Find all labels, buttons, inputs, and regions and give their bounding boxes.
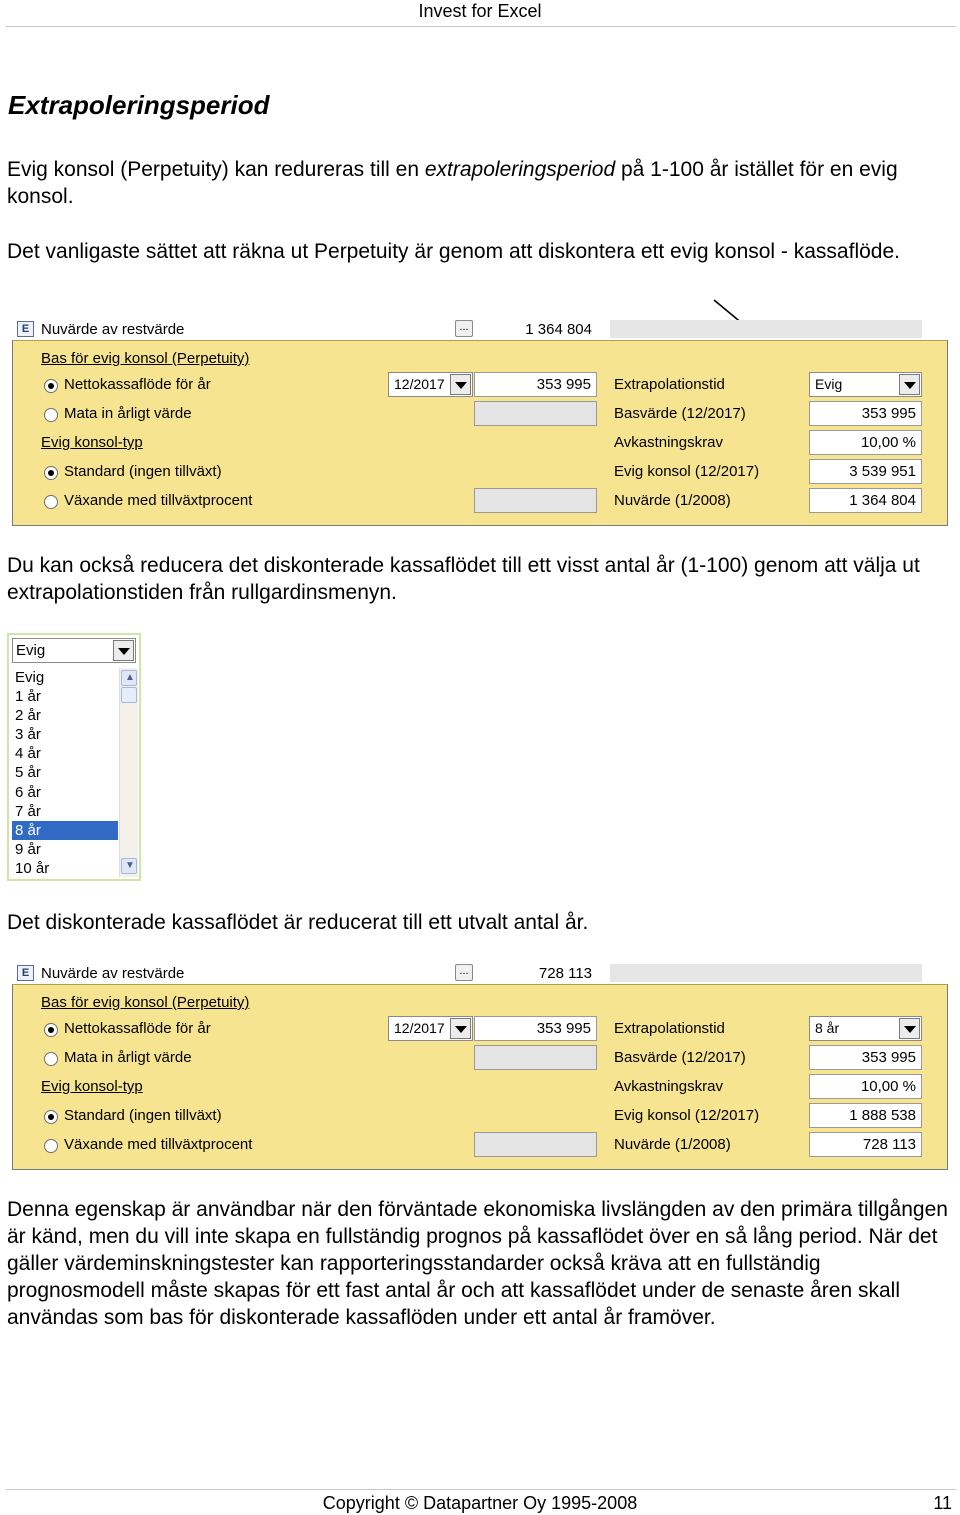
radio-annual-value-label: Mata in årligt värde xyxy=(64,405,192,422)
chevron-down-icon[interactable] xyxy=(899,1018,920,1039)
more-options-button[interactable]: ... xyxy=(455,320,473,337)
dropdown-option[interactable]: 1 år xyxy=(15,688,41,706)
base-value: 353 995 xyxy=(809,1045,922,1070)
panel-title-value: 1 364 804 xyxy=(525,321,592,338)
panel-title-row xyxy=(12,320,948,340)
radio-net-cashflow-label: Nettokassaflöde för år xyxy=(64,1020,211,1037)
radio-net-cashflow[interactable] xyxy=(44,1023,58,1037)
label-base-value: Basvärde (12/2017) xyxy=(614,405,746,422)
dropdown-option[interactable]: 2 år xyxy=(15,707,41,725)
label-extrapolation-time: Extrapolationstid xyxy=(614,376,725,393)
dropdown-option[interactable]: 6 år xyxy=(15,783,41,801)
section-heading: Extrapoleringsperiod xyxy=(8,90,270,120)
label-perpetuity: Evig konsol (12/2017) xyxy=(614,1107,760,1124)
dropdown-scrollbar[interactable] xyxy=(119,668,138,877)
type-heading: Evig konsol-typ xyxy=(41,1078,143,1095)
required-return-value[interactable]: 10,00 % xyxy=(809,430,922,455)
radio-net-cashflow-label: Nettokassaflöde för år xyxy=(64,376,211,393)
base-value: 353 995 xyxy=(809,401,922,426)
extrapolation-dropdown[interactable]: Evig xyxy=(12,638,136,663)
extrapolation-select[interactable]: Evig xyxy=(809,372,922,397)
radio-standard-label: Standard (ingen tillväxt) xyxy=(64,463,222,480)
perpetuity-value: 3 539 951 xyxy=(809,459,922,484)
header-divider xyxy=(6,26,956,27)
basis-heading: Bas för evig konsol (Perpetuity) xyxy=(41,994,250,1011)
residual-value-panel xyxy=(12,320,948,526)
paragraph-reduce: Du kan också reducera det diskonterade kassaflödet till ett visst antal år (1-100) genom att välja ut extrapolationstiden från rullgardinsmenyn. xyxy=(7,554,920,604)
page-header: Invest for Excel xyxy=(418,1,542,21)
extrapolation-dropdown-list xyxy=(7,633,141,881)
dropdown-option[interactable]: Evig xyxy=(15,669,45,686)
paragraph-usage: Denna egenskap är användbar när den förväntade ekonomiska livslängden av den primära tillgången är känd, men du vill inte skapa en fullständig prognos på kassaflödet över en så lång period. När det gäller värdeminskningstester kan rapporteringsstandarder också kräva att en fullständig prognosmodell måste skapas för ett fast antal år och att kassaflödet under de senaste åren skall användas som bas för diskonterade kassaflöden under ett antal år framöver. xyxy=(7,1198,948,1329)
radio-growth-label: Växande med tillväxtprocent xyxy=(64,492,253,509)
radio-growth[interactable] xyxy=(44,495,58,509)
radio-annual-value[interactable] xyxy=(44,1052,58,1066)
radio-growth[interactable] xyxy=(44,1139,58,1153)
residual-value-panel-reduced xyxy=(12,964,948,1170)
type-heading: Evig konsol-typ xyxy=(41,434,143,451)
panel-header-bar xyxy=(610,964,922,982)
panel-title-value: 728 113 xyxy=(538,965,592,982)
chevron-down-icon[interactable] xyxy=(899,374,920,395)
label-required-return: Avkastningskrav xyxy=(614,434,723,451)
chevron-down-icon[interactable] xyxy=(113,640,134,661)
net-cashflow-value[interactable]: 353 995 xyxy=(474,1016,597,1041)
chevron-down-icon[interactable] xyxy=(450,1018,471,1039)
footer-divider xyxy=(6,1489,956,1490)
paragraph-intro: Evig konsol (Perpetuity) kan redureras till en extrapoleringsperiod på 1-100 år istället för en evig konsol. xyxy=(7,158,898,208)
year-select[interactable]: 12/2017 xyxy=(388,372,473,397)
basis-heading: Bas för evig konsol (Perpetuity) xyxy=(41,350,250,367)
label-perpetuity: Evig konsol (12/2017) xyxy=(614,463,760,480)
excel-sheet-icon[interactable]: E xyxy=(17,965,34,981)
perpetuity-value: 1 888 538 xyxy=(809,1103,922,1128)
dropdown-options xyxy=(12,668,118,878)
label-base-value: Basvärde (12/2017) xyxy=(614,1049,746,1066)
radio-annual-value-label: Mata in årligt värde xyxy=(64,1049,192,1066)
panel-body xyxy=(12,340,948,526)
extrapolation-select[interactable]: 8 år xyxy=(809,1016,922,1041)
radio-growth-label: Växande med tillväxtprocent xyxy=(64,1136,253,1153)
dropdown-option[interactable]: 8 år xyxy=(12,821,118,840)
dropdown-option[interactable]: 9 år xyxy=(15,840,41,858)
paragraph-common-method: Det vanligaste sättet att räkna ut Perpetuity är genom att diskontera ett evig konsol - kassaflöde. xyxy=(7,240,900,263)
label-present-value: Nuvärde (1/2008) xyxy=(614,492,731,509)
radio-standard[interactable] xyxy=(44,1110,58,1124)
page-number: 11 xyxy=(933,1493,952,1513)
net-cashflow-value[interactable]: 353 995 xyxy=(474,372,597,397)
present-value: 728 113 xyxy=(809,1132,922,1157)
radio-standard[interactable] xyxy=(44,466,58,480)
dropdown-option[interactable]: 4 år xyxy=(15,745,41,763)
chevron-down-icon[interactable] xyxy=(450,374,471,395)
annual-value-input[interactable] xyxy=(474,401,597,426)
present-value: 1 364 804 xyxy=(809,488,922,513)
radio-standard-label: Standard (ingen tillväxt) xyxy=(64,1107,222,1124)
panel-header-bar xyxy=(610,320,922,338)
dropdown-option[interactable]: 5 år xyxy=(15,764,41,782)
paragraph-reduced: Det diskonterade kassaflödet är reducerat till ett utvalt antal år. xyxy=(7,911,589,934)
year-select[interactable]: 12/2017 xyxy=(388,1016,473,1041)
label-present-value: Nuvärde (1/2008) xyxy=(614,1136,731,1153)
panel-body xyxy=(12,984,948,1170)
more-options-button[interactable]: ... xyxy=(455,964,473,981)
radio-net-cashflow[interactable] xyxy=(44,379,58,393)
dropdown-option[interactable]: 3 år xyxy=(15,726,41,744)
label-extrapolation-time: Extrapolationstid xyxy=(614,1020,725,1037)
excel-sheet-icon[interactable]: E xyxy=(17,321,34,337)
radio-annual-value[interactable] xyxy=(44,408,58,422)
emphasis-term: extrapoleringsperiod xyxy=(424,158,616,181)
label-required-return: Avkastningskrav xyxy=(614,1078,723,1095)
dropdown-option[interactable]: 7 år xyxy=(15,802,41,820)
chevron-up-icon[interactable]: ▲ xyxy=(121,670,137,686)
growth-rate-input[interactable] xyxy=(474,488,597,513)
footer-copyright: Copyright © Datapartner Oy 1995-2008 xyxy=(322,1493,638,1513)
panel-title-row xyxy=(12,964,948,984)
scrollbar-thumb[interactable] xyxy=(121,687,137,703)
dropdown-option[interactable]: 10 år xyxy=(15,859,50,877)
growth-rate-input[interactable] xyxy=(474,1132,597,1157)
panel-title: Nuvärde av restvärde xyxy=(41,321,185,338)
annual-value-input[interactable] xyxy=(474,1045,597,1070)
panel-title: Nuvärde av restvärde xyxy=(41,965,185,982)
chevron-down-icon[interactable]: ▼ xyxy=(121,858,137,874)
required-return-value[interactable]: 10,00 % xyxy=(809,1074,922,1099)
